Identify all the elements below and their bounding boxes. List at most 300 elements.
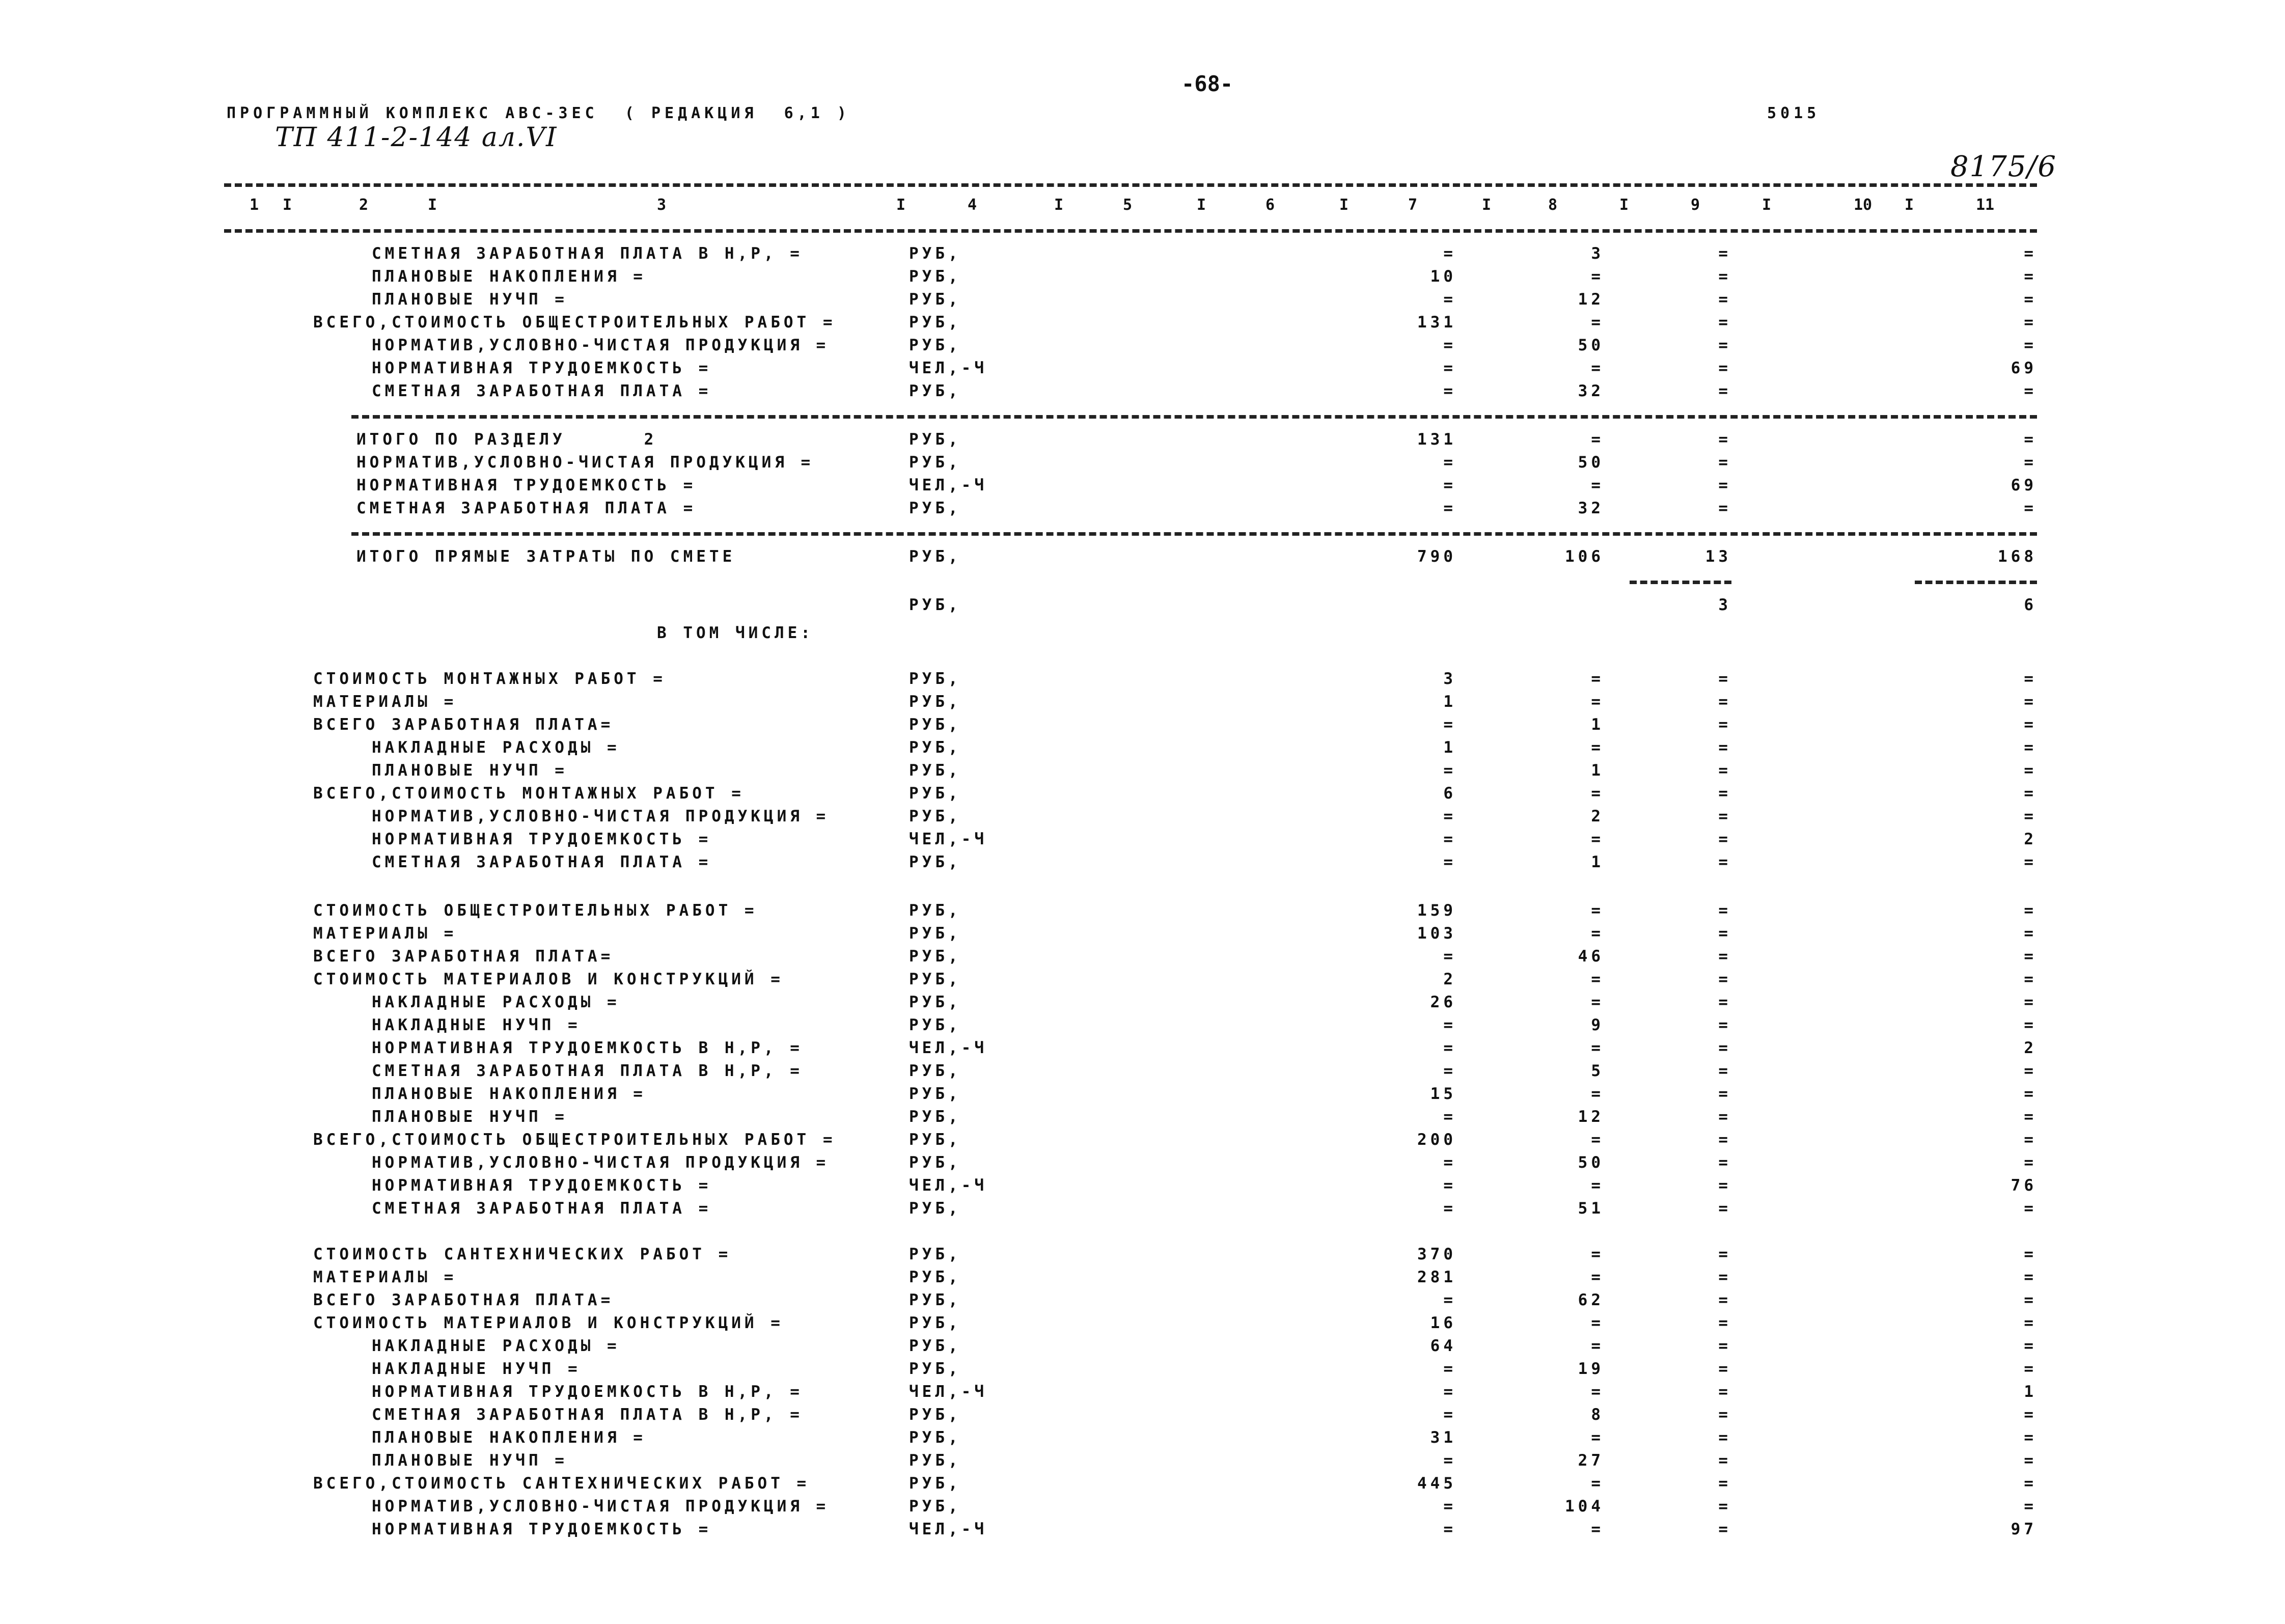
header-top-rule	[224, 183, 2037, 187]
cell-col11: =	[2024, 993, 2037, 1011]
cell-col7: =	[1443, 807, 1456, 825]
cell-col9: =	[1718, 499, 1731, 517]
cell-col9: =	[1718, 267, 1731, 286]
cell-col9: =	[1718, 901, 1731, 920]
row-label: МАТЕРИАЛЫ =	[313, 693, 457, 711]
cell-col7: =	[1443, 1153, 1456, 1172]
cell-col8: 1	[1591, 853, 1604, 871]
row-unit: РУБ,	[909, 807, 961, 825]
cell-col11: =	[2024, 1062, 2037, 1080]
column-separator: I	[1905, 196, 1914, 214]
cell-col11: =	[2024, 1291, 2037, 1309]
row-label: НОРМАТИВНАЯ ТРУДОЕМКОСТЬ В Н,Р, =	[372, 1039, 803, 1057]
cell-col11: =	[2024, 1451, 2037, 1470]
row-label: ПЛАНОВЫЕ НАКОПЛЕНИЯ =	[372, 267, 646, 286]
column-number-3: 3	[657, 196, 667, 214]
handwritten-stamp: 8175/6	[1950, 150, 2057, 183]
cell-col7: =	[1443, 359, 1456, 377]
cell-col11: =	[2024, 336, 2037, 354]
cell-col8: 5	[1591, 1062, 1604, 1080]
row-label: СТОИМОСТЬ МАТЕРИАЛОВ И КОНСТРУКЦИЙ =	[313, 970, 784, 988]
row-label: НОРМАТИВ,УСЛОВНО-ЧИСТАЯ ПРОДУКЦИЯ =	[372, 1497, 830, 1516]
row-label: НОРМАТИВНАЯ ТРУДОЕМКОСТЬ =	[372, 359, 712, 377]
cell-col11: =	[2024, 430, 2037, 449]
cell-col9: =	[1718, 993, 1731, 1011]
row-label: НОРМАТИВНАЯ ТРУДОЕМКОСТЬ В Н,Р, =	[372, 1383, 803, 1401]
cell-col7: 131	[1417, 430, 1456, 449]
cell-col11: =	[2024, 1360, 2037, 1378]
cell-col9: 13	[1705, 547, 1731, 566]
cell-col7: =	[1443, 947, 1456, 966]
row-unit: РУБ,	[909, 290, 961, 309]
column-number-4: 4	[968, 196, 977, 214]
row-unit: РУБ,	[909, 993, 961, 1011]
cell-col8: =	[1591, 693, 1604, 711]
cell-col11: =	[2024, 924, 2037, 943]
cell-col7: =	[1443, 1520, 1456, 1538]
cell-col7: 6	[1443, 784, 1456, 803]
cell-col11: =	[2024, 1337, 2037, 1355]
cell-col11: =	[2024, 453, 2037, 472]
column-separator: I	[283, 196, 292, 214]
cell-col8: 1	[1591, 715, 1604, 734]
row-unit: ЧЕЛ,-Ч	[909, 1383, 987, 1401]
cell-col7: =	[1443, 1199, 1456, 1218]
row-unit: ЧЕЛ,-Ч	[909, 359, 987, 377]
cell-col9: =	[1718, 1520, 1731, 1538]
cell-col8: =	[1591, 830, 1604, 848]
cell-col7: =	[1443, 1360, 1456, 1378]
row-label: ИТОГО ПРЯМЫЕ ЗАТРАТЫ ПО СМЕТЕ	[356, 547, 736, 566]
cell-col7: =	[1443, 830, 1456, 848]
page-number: -68-	[1181, 71, 1233, 96]
cell-col9: =	[1718, 807, 1731, 825]
row-label: СМЕТНАЯ ЗАРАБОТНАЯ ПЛАТА =	[372, 1199, 712, 1218]
cell-col11: =	[2024, 267, 2037, 286]
row-unit: РУБ,	[909, 1474, 961, 1493]
column-number-10: 10	[1854, 196, 1873, 214]
cell-col9: =	[1718, 1474, 1731, 1493]
row-unit: ЧЕЛ,-Ч	[909, 1039, 987, 1057]
cell-col11: =	[2024, 1497, 2037, 1516]
cell-col11: 1	[2024, 1383, 2037, 1401]
cell-col9: =	[1718, 947, 1731, 966]
row-unit: РУБ,	[909, 901, 961, 920]
cell-col9: =	[1718, 359, 1731, 377]
cell-col9: =	[1718, 1108, 1731, 1126]
row-unit: РУБ,	[909, 382, 961, 400]
row-unit: РУБ,	[909, 1428, 961, 1447]
cell-col11: 97	[2011, 1520, 2037, 1538]
cell-col11: =	[2024, 1268, 2037, 1286]
row-label: НАКЛАДНЫЕ НУЧП =	[372, 1016, 581, 1034]
row-unit: РУБ,	[909, 1199, 961, 1218]
cell-col9: =	[1718, 1383, 1731, 1401]
cell-col11: 168	[1998, 547, 2037, 566]
row-unit: РУБ,	[909, 1314, 961, 1332]
cell-col11: =	[2024, 244, 2037, 263]
cell-col8: =	[1591, 359, 1604, 377]
row-label: СМЕТНАЯ ЗАРАБОТНАЯ ПЛАТА =	[372, 382, 712, 400]
row-label: ПЛАНОВЫЕ НУЧП =	[372, 761, 568, 780]
cell-col8: =	[1591, 970, 1604, 988]
cell-col9: =	[1718, 924, 1731, 943]
cell-col11: =	[2024, 807, 2037, 825]
row-unit: РУБ,	[909, 1245, 961, 1263]
cell-col8: =	[1591, 1474, 1604, 1493]
cell-col9: =	[1718, 313, 1731, 332]
cell-col7: =	[1443, 336, 1456, 354]
cell-col8: 50	[1578, 453, 1604, 472]
cell-col7: =	[1443, 290, 1456, 309]
row-unit: РУБ,	[909, 1131, 961, 1149]
cell-col11: =	[2024, 670, 2037, 688]
cell-col7: =	[1443, 1016, 1456, 1034]
cell-col9: =	[1718, 336, 1731, 354]
cell-col8: =	[1591, 1131, 1604, 1149]
column-separator: I	[1339, 196, 1349, 214]
cell-col7: 1	[1443, 693, 1456, 711]
row-unit: РУБ,	[909, 1108, 961, 1126]
cell-col7: =	[1443, 1176, 1456, 1195]
row-label: НОРМАТИВНАЯ ТРУДОЕМКОСТЬ =	[372, 830, 712, 848]
cell-col7: =	[1443, 853, 1456, 871]
cell-col7: =	[1443, 244, 1456, 263]
row-unit: РУБ,	[909, 1291, 961, 1309]
section-1-rule-b	[351, 532, 2037, 536]
header-bottom-rule	[224, 229, 2037, 233]
cell-col7: =	[1443, 1451, 1456, 1470]
cell-col9: =	[1718, 1199, 1731, 1218]
cell-col8: 50	[1578, 336, 1604, 354]
cell-col8: 3	[1591, 244, 1604, 263]
row-label: НАКЛАДНЫЕ НУЧП =	[372, 1360, 581, 1378]
cell-col9: =	[1718, 1428, 1731, 1447]
row-label: ВСЕГО,СТОИМОСТЬ САНТЕХНИЧЕСКИХ РАБОТ =	[313, 1474, 810, 1493]
row-label: НАКЛАДНЫЕ РАСХОДЫ =	[372, 993, 620, 1011]
cell-col11: =	[2024, 1428, 2037, 1447]
cell-col11: =	[2024, 1085, 2037, 1103]
cell-col11: =	[2024, 382, 2037, 400]
cell-col8: 19	[1578, 1360, 1604, 1378]
row-unit: ЧЕЛ,-Ч	[909, 476, 987, 494]
column-number-7: 7	[1408, 196, 1418, 214]
cell-col8: 27	[1578, 1451, 1604, 1470]
cell-col11: =	[2024, 947, 2037, 966]
cell-col7: 159	[1417, 901, 1456, 920]
cell-col7: 281	[1417, 1268, 1456, 1286]
cell-col8: =	[1591, 1383, 1604, 1401]
cell-col8: =	[1591, 1245, 1604, 1263]
cell-col8: 8	[1591, 1406, 1604, 1424]
cell-col8: =	[1591, 1268, 1604, 1286]
row-unit: РУБ,	[909, 738, 961, 757]
row-label: ПЛАНОВЫЕ НУЧП =	[372, 1108, 568, 1126]
row-unit: РУБ,	[909, 693, 961, 711]
row-unit: РУБ,	[909, 336, 961, 354]
cell-col7: =	[1443, 1383, 1456, 1401]
cell-col11: =	[2024, 1016, 2037, 1034]
cell-col7: 200	[1417, 1131, 1456, 1149]
row-label: СТОИМОСТЬ ОБЩЕСТРОИТЕЛЬНЫХ РАБОТ =	[313, 901, 758, 920]
cell-col8: 12	[1578, 1108, 1604, 1126]
cell-col7: =	[1443, 1108, 1456, 1126]
row-unit: РУБ,	[909, 761, 961, 780]
cell-col11: =	[2024, 853, 2037, 871]
row-label: НОРМАТИВ,УСЛОВНО-ЧИСТАЯ ПРОДУКЦИЯ =	[372, 807, 830, 825]
cell-col9: =	[1718, 430, 1731, 449]
row-label: МАТЕРИАЛЫ =	[313, 1268, 457, 1286]
row-unit: РУБ,	[909, 499, 961, 517]
row-label: ПЛАНОВЫЕ НАКОПЛЕНИЯ =	[372, 1428, 646, 1447]
row-unit: ЧЕЛ,-Ч	[909, 830, 987, 848]
row-unit: РУБ,	[909, 1451, 961, 1470]
cell-col7: =	[1443, 1062, 1456, 1080]
row-unit: РУБ,	[909, 670, 961, 688]
row-unit: РУБ,	[909, 784, 961, 803]
cell-col9: =	[1718, 1085, 1731, 1103]
row-label: ПЛАНОВЫЕ НУЧП =	[372, 1451, 568, 1470]
cell-col9: =	[1718, 853, 1731, 871]
row-unit: РУБ,	[909, 313, 961, 332]
cell-col8: 50	[1578, 1153, 1604, 1172]
row-unit: РУБ,	[909, 853, 961, 871]
column-separator: I	[1762, 196, 1772, 214]
cell-col9: =	[1718, 970, 1731, 988]
cell-col11: 69	[2011, 476, 2037, 494]
section-1-rule-a	[351, 415, 2037, 419]
cell-col11: =	[2024, 761, 2037, 780]
cell-col9: =	[1718, 784, 1731, 803]
cell-col8: 9	[1591, 1016, 1604, 1034]
cell-col7: 26	[1430, 993, 1456, 1011]
cell-col9: =	[1718, 830, 1731, 848]
row-label: СМЕТНАЯ ЗАРАБОТНАЯ ПЛАТА В Н,Р, =	[372, 244, 803, 263]
cell-col8: =	[1591, 430, 1604, 449]
cell-col8: =	[1591, 1314, 1604, 1332]
cell-col11: =	[2024, 313, 2037, 332]
cell-col8: =	[1591, 901, 1604, 920]
cell-col8: =	[1591, 670, 1604, 688]
row-unit: РУБ,	[909, 244, 961, 263]
cell-col9: =	[1718, 1039, 1731, 1057]
cell-col11: =	[2024, 1474, 2037, 1493]
cell-col8: =	[1591, 784, 1604, 803]
cell-col8: =	[1591, 1337, 1604, 1355]
row-label: СТОИМОСТЬ МАТЕРИАЛОВ И КОНСТРУКЦИЙ =	[313, 1314, 784, 1332]
cell-col7: 1	[1443, 738, 1456, 757]
cell-col11: =	[2024, 290, 2037, 309]
cell-col9: =	[1718, 1406, 1731, 1424]
cell-col9: =	[1718, 1062, 1731, 1080]
cell-col7: 3	[1443, 670, 1456, 688]
cell-col7: 790	[1417, 547, 1456, 566]
row-label: НОРМАТИВНАЯ ТРУДОЕМКОСТЬ =	[372, 1520, 712, 1538]
cell-col8: =	[1591, 1428, 1604, 1447]
cell-col8: =	[1591, 1039, 1604, 1057]
row-unit: РУБ,	[909, 430, 961, 449]
handwritten-project-code: ТП 411-2-144 ал.VI	[275, 122, 558, 153]
cell-col7: 370	[1417, 1245, 1456, 1263]
cell-col7: =	[1443, 382, 1456, 400]
cell-col11: =	[2024, 1314, 2037, 1332]
row-unit: РУБ,	[909, 1062, 961, 1080]
column-number-6: 6	[1265, 196, 1275, 214]
row-unit: РУБ,	[909, 547, 961, 566]
cell-col7: =	[1443, 1291, 1456, 1309]
cell-col7: 10	[1430, 267, 1456, 286]
row-label: НОРМАТИВНАЯ ТРУДОЕМКОСТЬ =	[356, 476, 697, 494]
cell-col9: 3	[1718, 596, 1731, 614]
row-unit: РУБ,	[909, 1360, 961, 1378]
row-label: СТОИМОСТЬ МОНТАЖНЫХ РАБОТ =	[313, 670, 666, 688]
cell-col8: 62	[1578, 1291, 1604, 1309]
cell-col11: =	[2024, 1108, 2037, 1126]
cell-col11: =	[2024, 970, 2037, 988]
cell-col8: 46	[1578, 947, 1604, 966]
row-label: СМЕТНАЯ ЗАРАБОТНАЯ ПЛАТА =	[372, 853, 712, 871]
cell-col11: =	[2024, 1153, 2037, 1172]
cell-col9: =	[1718, 1291, 1731, 1309]
cell-col8: =	[1591, 738, 1604, 757]
column-separator: I	[428, 196, 437, 214]
row-label: СМЕТНАЯ ЗАРАБОТНАЯ ПЛАТА В Н,Р, =	[372, 1062, 803, 1080]
cell-col7: 31	[1430, 1428, 1456, 1447]
row-label: НОРМАТИВНАЯ ТРУДОЕМКОСТЬ =	[372, 1176, 712, 1195]
cell-col11: 69	[2011, 359, 2037, 377]
program-header: ПРОГРАММНЫЙ КОМПЛЕКС АВС-3ЕС ( РЕДАКЦИЯ 6,1 )	[227, 104, 850, 122]
cell-col11: 2	[2024, 830, 2037, 848]
cell-col9: =	[1718, 382, 1731, 400]
cell-col11: =	[2024, 1131, 2037, 1149]
in-that-number-label: В ТОМ ЧИСЛЕ:	[657, 624, 814, 642]
row-label: ИТОГО ПО РАЗДЕЛУ 2	[356, 430, 657, 449]
cell-col11: =	[2024, 715, 2037, 734]
row-label: МАТЕРИАЛЫ =	[313, 924, 457, 943]
row-label: СМЕТНАЯ ЗАРАБОТНАЯ ПЛАТА =	[356, 499, 697, 517]
row-unit: РУБ,	[909, 1153, 961, 1172]
cell-col7: =	[1443, 1039, 1456, 1057]
cell-col9: =	[1718, 1497, 1731, 1516]
cell-col11: =	[2024, 738, 2037, 757]
document-code: 5015	[1767, 104, 1821, 122]
total-rule-col11	[1915, 581, 2037, 584]
cell-col11: =	[2024, 499, 2037, 517]
cell-col11: 6	[2024, 596, 2037, 614]
cell-col8: =	[1591, 1085, 1604, 1103]
row-label: ВСЕГО ЗАРАБОТНАЯ ПЛАТА=	[313, 1291, 614, 1309]
cell-col9: =	[1718, 1153, 1731, 1172]
cell-col11: =	[2024, 1406, 2037, 1424]
cell-col8: =	[1591, 924, 1604, 943]
cell-col8: 106	[1565, 547, 1604, 566]
cell-col9: =	[1718, 1245, 1731, 1263]
cell-col7: =	[1443, 761, 1456, 780]
row-label: НОРМАТИВ,УСЛОВНО-ЧИСТАЯ ПРОДУКЦИЯ =	[372, 336, 830, 354]
cell-col7: 2	[1443, 970, 1456, 988]
row-label: СМЕТНАЯ ЗАРАБОТНАЯ ПЛАТА В Н,Р, =	[372, 1406, 803, 1424]
cell-col11: 76	[2011, 1176, 2037, 1195]
cell-col9: =	[1718, 1176, 1731, 1195]
cell-col8: =	[1591, 1520, 1604, 1538]
row-unit: ЧЕЛ,-Ч	[909, 1520, 987, 1538]
cell-col8: 1	[1591, 761, 1604, 780]
cell-col11: =	[2024, 1199, 2037, 1218]
cell-col9: =	[1718, 244, 1731, 263]
row-label: НОРМАТИВ,УСЛОВНО-ЧИСТАЯ ПРОДУКЦИЯ =	[372, 1153, 830, 1172]
cell-col7: =	[1443, 715, 1456, 734]
column-number-5: 5	[1123, 196, 1133, 214]
cell-col7: 64	[1430, 1337, 1456, 1355]
cell-col9: =	[1718, 1131, 1731, 1149]
cell-col9: =	[1718, 761, 1731, 780]
cell-col11: =	[2024, 1245, 2037, 1263]
cell-col8: 104	[1565, 1497, 1604, 1516]
cell-col8: =	[1591, 1176, 1604, 1195]
cell-col9: =	[1718, 1360, 1731, 1378]
column-separator: I	[1482, 196, 1492, 214]
cell-col7: =	[1443, 499, 1456, 517]
cell-col9: =	[1718, 670, 1731, 688]
row-unit: ЧЕЛ,-Ч	[909, 1176, 987, 1195]
cell-col7: =	[1443, 476, 1456, 494]
column-number-8: 8	[1548, 196, 1558, 214]
row-label: ПЛАНОВЫЕ НАКОПЛЕНИЯ =	[372, 1085, 646, 1103]
row-label: ВСЕГО,СТОИМОСТЬ ОБЩЕСТРОИТЕЛЬНЫХ РАБОТ =	[313, 1131, 836, 1149]
row-unit: РУБ,	[909, 1337, 961, 1355]
cell-col11: =	[2024, 901, 2037, 920]
cell-col8: 12	[1578, 290, 1604, 309]
cell-col7: =	[1443, 1497, 1456, 1516]
column-separator: I	[896, 196, 906, 214]
column-separator: I	[1197, 196, 1206, 214]
cell-col8: =	[1591, 267, 1604, 286]
row-unit: РУБ,	[909, 453, 961, 472]
cell-col9: =	[1718, 693, 1731, 711]
cell-col7: =	[1443, 453, 1456, 472]
row-label: ПЛАНОВЫЕ НУЧП =	[372, 290, 568, 309]
cell-col8: =	[1591, 313, 1604, 332]
row-unit: РУБ,	[909, 1497, 961, 1516]
column-separator: I	[1619, 196, 1629, 214]
row-label: ВСЕГО ЗАРАБОТНАЯ ПЛАТА=	[313, 715, 614, 734]
cell-col8: 32	[1578, 382, 1604, 400]
row-unit: РУБ,	[909, 1085, 961, 1103]
row-label: НОРМАТИВ,УСЛОВНО-ЧИСТАЯ ПРОДУКЦИЯ =	[356, 453, 814, 472]
cell-col7: 445	[1417, 1474, 1456, 1493]
row-unit: РУБ,	[909, 924, 961, 943]
cell-col7: 131	[1417, 313, 1456, 332]
row-unit: РУБ,	[909, 1406, 961, 1424]
cell-col9: =	[1718, 1268, 1731, 1286]
column-number-1: 1	[250, 196, 259, 214]
row-unit: РУБ,	[909, 1268, 961, 1286]
cell-col7: 15	[1430, 1085, 1456, 1103]
total-rule-col9	[1630, 581, 1731, 584]
cell-col9: =	[1718, 476, 1731, 494]
cell-col9: =	[1718, 453, 1731, 472]
row-unit: РУБ,	[909, 715, 961, 734]
row-label: ВСЕГО,СТОИМОСТЬ МОНТАЖНЫХ РАБОТ =	[313, 784, 745, 803]
cell-col11: =	[2024, 784, 2037, 803]
row-label: ВСЕГО ЗАРАБОТНАЯ ПЛАТА=	[313, 947, 614, 966]
cell-col11: 2	[2024, 1039, 2037, 1057]
row-unit: РУБ,	[909, 267, 961, 286]
column-number-11: 11	[1976, 196, 1995, 214]
cell-col11: =	[2024, 693, 2037, 711]
column-number-2: 2	[359, 196, 369, 214]
cell-col8: =	[1591, 476, 1604, 494]
